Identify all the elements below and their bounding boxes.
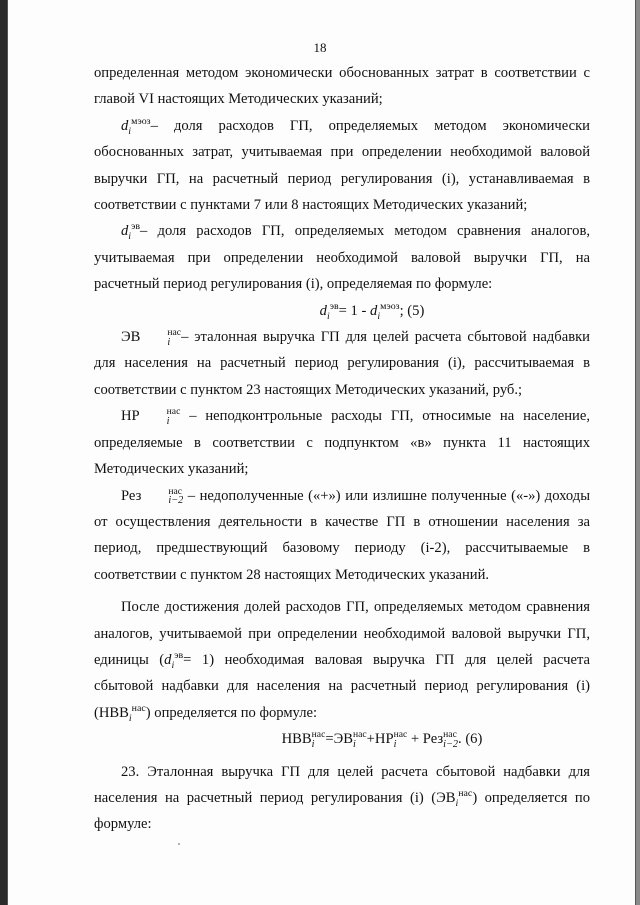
symbol-sup: эв [174, 650, 184, 662]
formula-sup: нас [393, 729, 408, 741]
scan-speck [178, 843, 180, 845]
formula-sup: мэоз [380, 300, 400, 312]
symbol-sup: нас [131, 702, 146, 714]
paragraph-after-reaching-text-2: необходимая валовая выручка ГП для целей расчета сбытовой надбавки для населения на расчетный период регулирования (i) ( [94, 651, 590, 721]
formula-sub: i [326, 310, 330, 322]
paragraph-nr-nas-text: – неподконтрольные расходы ГП, относимые на население, определяемые в соответствии с подпунктом «в» пункта 11 настоящих Методических указаний; [94, 408, 590, 478]
paragraph-1-text: определенная методом экономически обоснованных затрат в соответствии с главой VI настоящих Методических указаний; [94, 65, 590, 108]
paragraph-23 [94, 759, 590, 838]
formula-sub: i [352, 738, 356, 750]
symbol-sub: i [171, 659, 175, 671]
paragraph-after-reaching-text-1: После достижения долей расходов ГП, определяемых методом сравнения аналогов, учитываемой при определении необходимой валовой выручки ГП, единицы ( [94, 599, 590, 668]
symbol-rez: Рез [121, 487, 142, 504]
formula-ev: ЭВ [333, 731, 353, 748]
symbol-sub: i [166, 415, 170, 427]
paragraph-d-mzoz-text: – доля расходов ГП, определяемых методом экономически обоснованных затрат, учитываемая при определении необходимой валовой выручки ГП, на расчетный период регулирования (i), устанавливаемая в соответствии с пунктами 7 или 8 настоящих Методических указаний; [94, 117, 590, 214]
formula-d: d [319, 302, 327, 319]
paragraph-ev-nas [94, 324, 590, 403]
symbol-sup: нас [458, 788, 473, 800]
formula-eq: = 1 - [338, 302, 371, 319]
symbol-ev: ЭВ [121, 329, 141, 346]
symbol-ev: ЭВ [436, 789, 456, 806]
formula-eq: = [325, 731, 334, 748]
symbol-eq: = 1) [183, 651, 215, 668]
formula-number: . (6) [458, 731, 483, 748]
document-body [94, 60, 590, 838]
symbol-nr: НР [121, 408, 140, 425]
symbol-sub: i [167, 336, 171, 348]
paragraph-after-reaching-text-3: ) определяется по формуле: [145, 704, 318, 721]
symbol-sup: нас [168, 485, 183, 497]
symbol-sup: мэоз [131, 115, 151, 127]
formula-number: ; (5) [399, 302, 425, 319]
scan-left-edge [0, 0, 8, 905]
formula-sub: i [393, 738, 397, 750]
formula-rez: Рез [422, 731, 444, 748]
paragraph-1 [94, 60, 590, 113]
symbol-sup: нас [166, 406, 181, 418]
symbol-sub: i [128, 712, 132, 724]
page-number: 18 [313, 40, 327, 55]
formula-sup: нас [443, 729, 457, 741]
formula-sup: нас [311, 729, 326, 741]
paragraph-rez-nas [94, 483, 590, 589]
formula-sub: i [311, 738, 315, 750]
formula-plus: + [366, 731, 375, 748]
symbol-sub: i−2 [168, 495, 184, 507]
formula-sub: i−2 [443, 738, 459, 750]
paragraph-nr-nas [94, 403, 590, 482]
formula-d: d [370, 302, 378, 319]
symbol-d: d [121, 223, 129, 240]
paragraph-23-text-1: 23. Эталонная выручка ГП для целей расчета сбытовой надбавки для населения на расчетный период регулирования (i) ( [94, 763, 590, 806]
formula-sub: i [377, 310, 381, 322]
formula-sup: нас [352, 729, 367, 741]
symbol-nvv: НВВ [98, 704, 129, 721]
formula-5 [94, 298, 590, 324]
formula-nr: НР [374, 731, 394, 748]
paragraph-rez-nas-text: – недополученные («+») или излишне полученные («-») доходы от осуществления деятельности в качестве ГП в отношении населения за период, предшествующий базовому периоду (i-2), рассчитываемые в соответствии с пунктом 28 настоящих Методических указаний. [94, 487, 590, 583]
symbol-sup: эв [131, 221, 140, 233]
paragraph-23-text-2: ) определяется по формуле: [94, 789, 590, 833]
formula-nvv: НВВ [281, 731, 312, 748]
formula-sup: эв [329, 300, 339, 312]
paragraph-d-ev-text: – доля расходов ГП, определяемых методом сравнения аналогов, учитываемая при определении необходимой валовой выручки ГП, на расчетный период регулирования (i), определяемая по формуле: [94, 223, 590, 293]
symbol-d: d [121, 117, 129, 134]
paragraph-d-ev [94, 218, 590, 297]
symbol-sub: i [128, 231, 132, 243]
symbol-sup: нас [167, 327, 182, 339]
formula-plus: + [407, 731, 423, 748]
paragraph-d-mzoz [94, 113, 590, 219]
formula-6 [94, 726, 590, 752]
symbol-d: d [164, 651, 172, 668]
paragraph-after-reaching [94, 594, 590, 726]
symbol-sub: i [128, 125, 132, 137]
symbol-sub: i [455, 797, 459, 809]
paragraph-ev-nas-text: – эталонная выручка ГП для целей расчета сбытовой надбавки для населения на расчетный период регулирования (i), рассчитываемая в соответствии с пунктом 23 настоящих Методических указаний, руб.; [94, 329, 590, 398]
